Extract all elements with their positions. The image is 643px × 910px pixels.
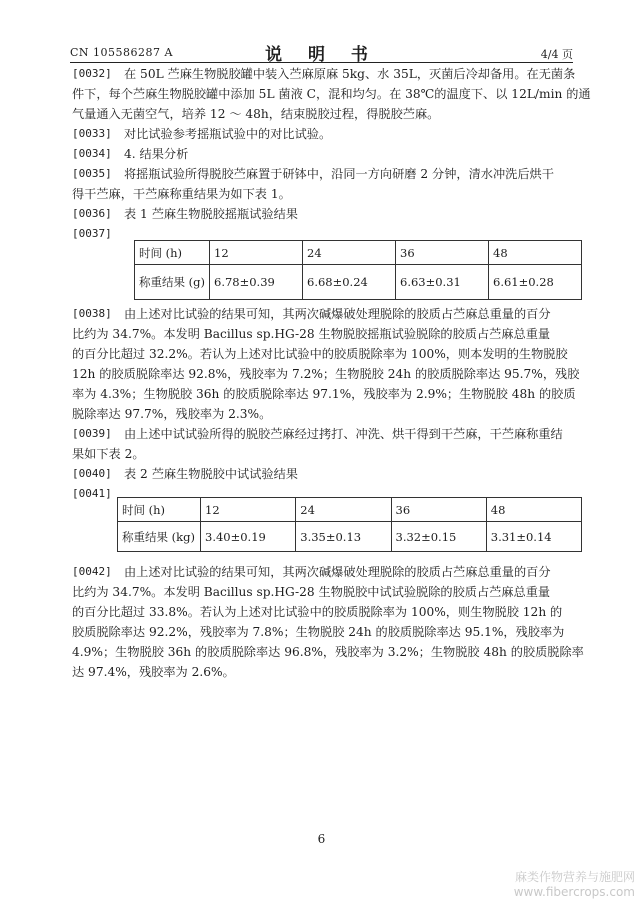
table-cell: 时间 (h) bbox=[118, 498, 201, 522]
paragraph-tag: [0035] bbox=[72, 167, 112, 180]
table-caption: 表 1 苎麻生物脱胶摇瓶试验结果 bbox=[124, 207, 298, 221]
paragraph-line: 由上述中试试验所得的脱胶苎麻经过拷打、冲洗、烘干得到干苎麻，干苎麻称重结 bbox=[124, 427, 563, 441]
table-cell: 时间 (h) bbox=[135, 241, 210, 265]
table-cell: 称重结果 (kg) bbox=[118, 522, 201, 552]
paragraph-0038 bbox=[72, 304, 580, 424]
table-cell: 36 bbox=[391, 498, 486, 522]
paragraph-0035 bbox=[72, 164, 580, 204]
paragraph-line: 4. 结果分析 bbox=[124, 147, 189, 161]
table-1 bbox=[134, 240, 582, 300]
paragraph-0042 bbox=[72, 562, 584, 682]
table-cell: 48 bbox=[486, 498, 581, 522]
paragraph-0036 bbox=[72, 204, 580, 224]
paragraph-line: 由上述对比试验的结果可知，其两次碱爆破处理脱除的胶质占苎麻总重量的百分 bbox=[124, 565, 551, 579]
table-cell: 24 bbox=[296, 498, 391, 522]
table-caption: 表 2 苎麻生物脱胶中试试验结果 bbox=[124, 467, 298, 481]
paragraph-line: 脱除率达 97.7%，残胶率为 2.3%。 bbox=[72, 407, 272, 421]
paragraph-line: 的百分比超过 32.2%。若认为上述对比试验中的胶质脱除率为 100%，则本发明的生物脱胶 bbox=[72, 347, 568, 361]
paragraph-tag: [0041] bbox=[72, 487, 112, 500]
paragraph-tag: [0033] bbox=[72, 127, 112, 140]
paragraph-tag: [0039] bbox=[72, 427, 112, 440]
page-header bbox=[70, 40, 573, 64]
table-row bbox=[135, 265, 582, 300]
table-cell: 48 bbox=[489, 241, 582, 265]
paragraph-line: 件下，每个苎麻生物脱胶罐中添加 5L 菌液 C，混和均匀。在 38℃的温度下、以 12L/min 的通 bbox=[72, 87, 591, 101]
paragraph-line: 比约为 34.7%。本发明 Bacillus sp.HG-28 生物脱胶摇瓶试验脱除的胶质占苎麻总重量 bbox=[72, 327, 551, 341]
paragraph-line: 将摇瓶试验所得脱胶苎麻置于研钵中，沿同一方向研磨 2 分钟，清水冲洗后烘干 bbox=[124, 167, 554, 181]
table-cell: 6.78±0.39 bbox=[210, 265, 303, 300]
paragraph-0039 bbox=[72, 424, 580, 464]
table-cell: 36 bbox=[396, 241, 489, 265]
paragraph-tag: [0032] bbox=[72, 67, 112, 80]
paragraph-line: 在 50L 苎麻生物脱胶罐中装入苎麻原麻 5kg、水 35L，灭菌后冷却备用。在无菌条 bbox=[124, 67, 576, 81]
table-header-row bbox=[118, 498, 582, 522]
table-cell: 24 bbox=[303, 241, 396, 265]
paragraph-tag: [0038] bbox=[72, 307, 112, 320]
paragraph-line: 率为 4.3%；生物脱胶 36h 的胶质脱除率达 97.1%，残胶率为 2.9%；生物脱胶 48h 的胶质 bbox=[72, 387, 576, 401]
page-number: 6 bbox=[317, 832, 326, 846]
table-cell: 12 bbox=[201, 498, 296, 522]
paragraph-line: 果如下表 2。 bbox=[72, 447, 145, 461]
paragraph-tag: [0040] bbox=[72, 467, 112, 480]
paragraph-tag: [0034] bbox=[72, 147, 112, 160]
page-reference: 4/4 页 bbox=[540, 48, 573, 61]
table-cell: 3.31±0.14 bbox=[486, 522, 581, 552]
paragraph-line: 比约为 34.7%。本发明 Bacillus sp.HG-28 生物脱胶中试试验脱除的胶质占苎麻总重量 bbox=[72, 585, 551, 599]
table-cell: 12 bbox=[210, 241, 303, 265]
paragraph-line: 气量通入无菌空气，培养 12 ～ 48h，结束脱胶过程，得脱胶苎麻。 bbox=[72, 107, 440, 121]
paragraph-tag: [0036] bbox=[72, 207, 112, 220]
paragraph-line: 达 97.4%，残胶率为 2.6%。 bbox=[72, 665, 235, 679]
table-cell: 称重结果 (g) bbox=[135, 265, 210, 300]
table-cell: 3.35±0.13 bbox=[296, 522, 391, 552]
header-rule bbox=[70, 62, 573, 63]
doc-number: CN 105586287 A bbox=[70, 46, 173, 59]
paragraph-0033 bbox=[72, 124, 580, 144]
table-cell: 3.32±0.15 bbox=[391, 522, 486, 552]
table-cell: 6.63±0.31 bbox=[396, 265, 489, 300]
watermark-url: www.fibercrops.com bbox=[513, 885, 635, 899]
table-cell: 6.68±0.24 bbox=[303, 265, 396, 300]
paragraph-line: 胶质脱除率达 92.2%，残胶率为 7.8%；生物脱胶 24h 的胶质脱除率达 95.1%，残胶率为 bbox=[72, 625, 565, 639]
table-header-row bbox=[135, 241, 582, 265]
watermark bbox=[514, 870, 635, 900]
paragraph-tag: [0042] bbox=[72, 565, 112, 578]
paragraph-0032 bbox=[72, 64, 591, 124]
paragraph-line: 得干苎麻，干苎麻称重结果为如下表 1。 bbox=[72, 187, 291, 201]
paragraph-line: 由上述对比试验的结果可知，其两次碱爆破处理脱除的胶质占苎麻总重量的百分 bbox=[124, 307, 551, 321]
paragraph-line: 对比试验参考摇瓶试验中的对比试验。 bbox=[124, 127, 332, 141]
doc-title: 说 明 书 bbox=[265, 45, 378, 65]
paragraph-line: 的百分比超过 33.8%。若认为上述对比试验中的胶质脱除率为 100%，则生物脱胶 12h 的 bbox=[72, 605, 563, 619]
paragraph-tag: [0037] bbox=[72, 227, 112, 240]
watermark-title: 麻类作物营养与施肥网 bbox=[514, 870, 635, 884]
table-cell: 3.40±0.19 bbox=[201, 522, 296, 552]
table-row bbox=[118, 522, 582, 552]
paragraph-line: 12h 的胶质脱除率达 92.8%，残胶率为 7.2%；生物脱胶 24h 的胶质脱除率达 95.7%，残胶 bbox=[72, 367, 580, 381]
paragraph-0040 bbox=[72, 464, 580, 484]
paragraph-0034 bbox=[72, 144, 580, 164]
paragraph-line: 4.9%；生物脱胶 36h 的胶质脱除率达 96.8%，残胶率为 3.2%；生物脱胶 48h 的胶质脱除率 bbox=[72, 645, 584, 659]
table-2 bbox=[117, 497, 582, 552]
table-cell: 6.61±0.28 bbox=[489, 265, 582, 300]
